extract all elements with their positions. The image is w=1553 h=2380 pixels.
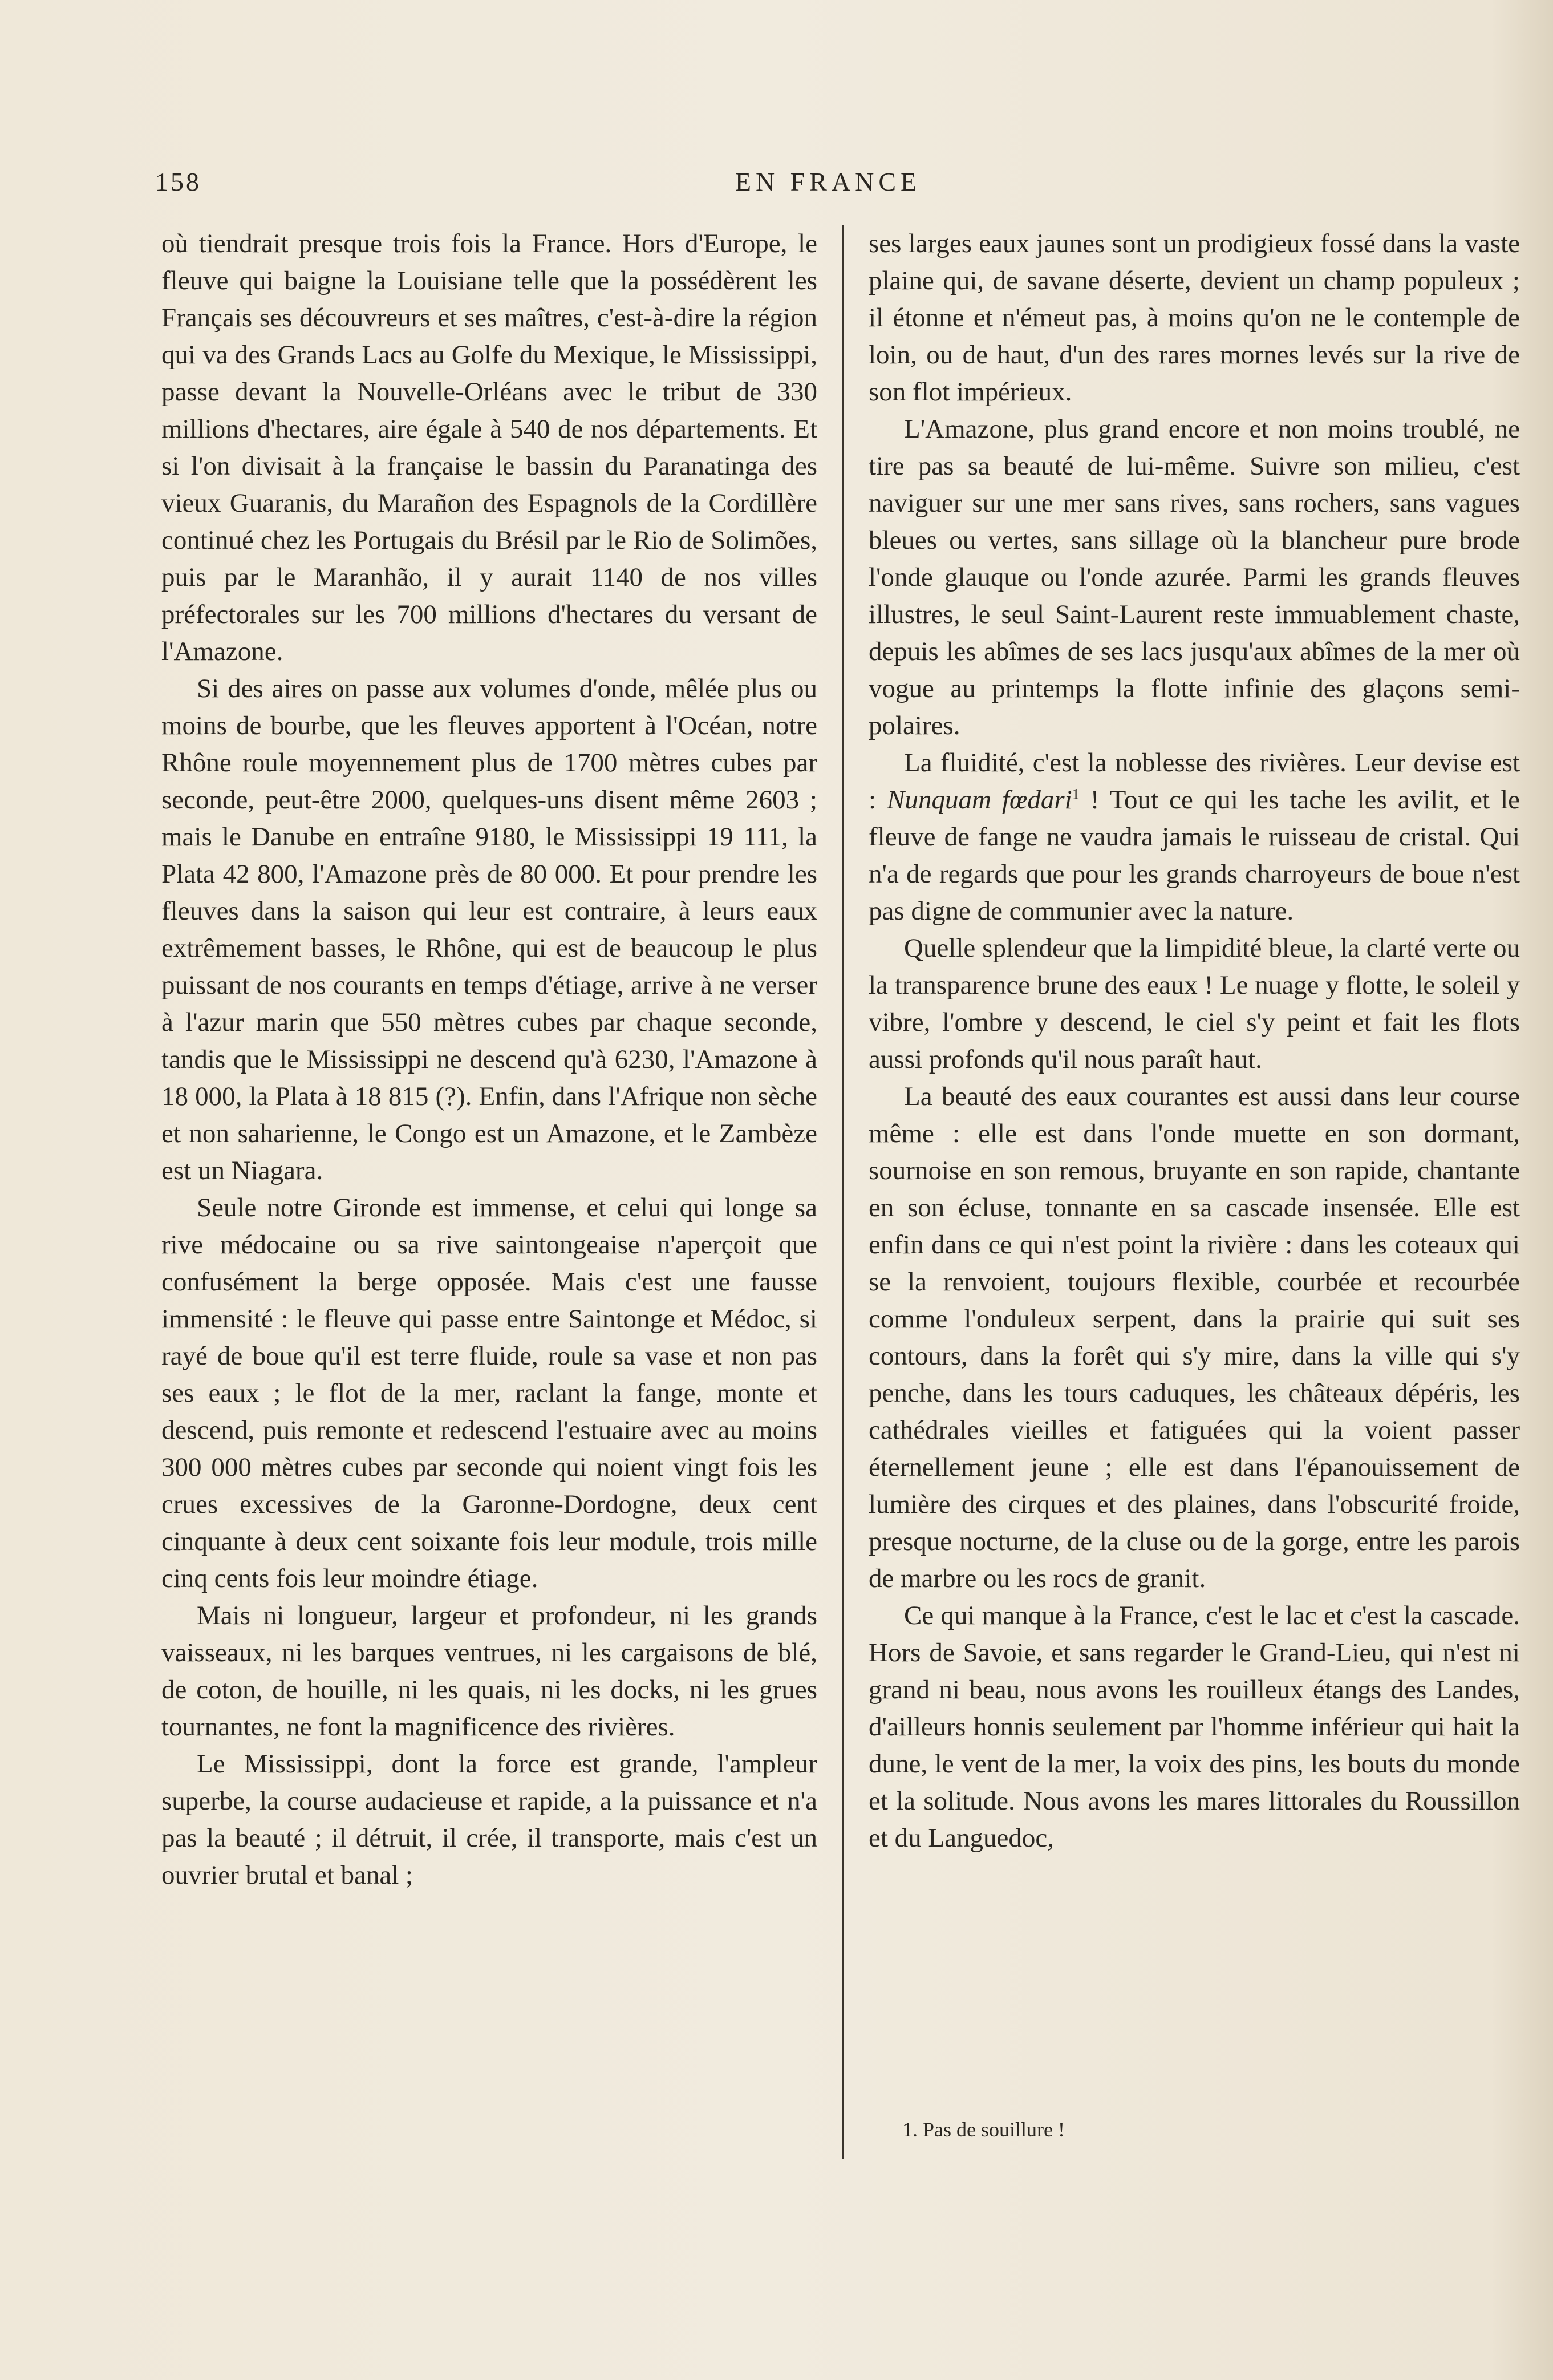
running-title: EN FRANCE xyxy=(735,167,922,196)
paragraph-text: La fluidité, c'est la noblesse des rivières. Leur devise est : xyxy=(869,748,1520,815)
paragraph: Si des aires on passe aux volumes d'onde, mêlée plus ou moins de bourbe, que les fleuves apportent à l'Océan, notre Rhône roule moyennement plus de 1700 mètres cubes par seconde, peut-être 2000, quelques-uns disent même 2603 ; mais le Danube en entraîne 9180, le Mississippi 19 111, la Plata 42 800, l'Amazone près de 80 000. Et pour prendre les fleuves dans la saison qui leur est contraire, à leurs eaux extrêmement basses, le Rhône, qui est de beaucoup le plus puissant de nos courants en temps d'étiage, arrive à ne verser à l'azur marin que 550 mètres cubes par chaque seconde, tandis que le Mississippi ne descend qu'à 6230, l'Amazone à 18 000, la Plata à 18 815 (?). Enfin, dans l'Afrique non sèche et non saharienne, le Congo est un Amazone, et le Zambèze est un Niagara. xyxy=(161,674,817,1185)
page-number: 158 xyxy=(155,167,201,196)
paragraph: L'Amazone, plus grand encore et non moins troublé, ne tire pas sa beauté de lui-même. Suivre son milieu, c'est naviguer sur une mer sans rives, sans rochers, sans vagues bleues ou vertes, sans sillage où la blancheur pure brode l'onde glauque ou l'onde azurée. Parmi les grands fleuves illustres, le seul Saint-Laurent reste immuablement chaste, depuis les abîmes de ses lacs jusqu'aux abîmes de la mer où vogue au printemps la flotte infinie des glaçons semi-polaires. xyxy=(869,414,1520,740)
paragraph-with-footnote xyxy=(869,744,1520,930)
paragraph: La beauté des eaux courantes est aussi dans leur course même : elle est dans l'onde muette en son dormant, sournoise en son remous, bruyante en son rapide, chantante en son écluse, tonnante en sa cascade insensée. Elle est enfin dans ce qui n'est point la rivière : dans les coteaux qui se la renvoient, toujours flexible, courbée et recourbée comme l'onduleux serpent, dans la prairie qui suit ses contours, dans la forêt qui s'y mire, dans la ville qui s'y penche, dans les tours caduques, les châteaux dépéris, les cathédrales vieilles et fatiguées qui la voient passer éternellement jeune ; elle est dans l'épanouissement de lumière des cirques et des plaines, dans l'obscurité froide, presque nocturne, de la cluse ou de la gorge, entre les parois de marbre ou les rocs de granit. xyxy=(869,1082,1520,1593)
paragraph: Seule notre Gironde est immense, et celui qui longe sa rive médocaine ou sa rive saintongeaise n'aperçoit que confusément la berge opposée. Mais c'est une fausse immensité : le fleuve qui passe entre Saintonge et Médoc, si rayé de boue qu'il est terre fluide, roule sa vase et non pas ses eaux ; le flot de la mer, raclant la fange, monte et descend, puis remonte et redescend l'estuaire avec au moins 300 000 mètres cubes par seconde qui noient vingt fois les crues excessives de la Garonne-Dordogne, deux cent cinquante à deux cent soixante fois leur module, trois mille cinq cents fois leur moindre étiage. xyxy=(161,1193,817,1593)
left-column xyxy=(161,225,817,1894)
footnote: 1. Pas de souillure ! xyxy=(902,2118,1065,2141)
footnote-mark: 1 xyxy=(1072,786,1080,803)
column-divider xyxy=(842,225,844,2159)
paragraph: Quelle splendeur que la limpidité bleue, la clarté verte ou la transparence brune des eaux ! Le nuage y flotte, le soleil y vibre, l'ombre y descend, le ciel s'y peint et fait les flots aussi profonds qu'il nous paraît haut. xyxy=(869,933,1520,1074)
paragraph: Ce qui manque à la France, c'est le lac et c'est la cascade. Hors de Savoie, et sans regarder le Grand-Lieu, qui n'est ni grand ni beau, nous avons les rouilleux étangs des Landes, d'ailleurs honnis seulement par l'homme inférieur qui hait la dune, le vent de la mer, la voix des pins, les bouts du monde et la solitude. Nous avons les mares littorales du Roussillon et du Languedoc, xyxy=(869,1601,1520,1853)
paragraph: ses larges eaux jaunes sont un prodigieux fossé dans la vaste plaine qui, de savane déserte, devient un champ populeux ; il étonne et n'émeut pas, à moins qu'on ne le contemple de loin, ou de haut, d'un des rares mornes levés sur la rive de son flot impérieux. xyxy=(869,229,1520,407)
page-header xyxy=(155,167,1501,207)
paragraph: Le Mississippi, dont la force est grande, l'ampleur superbe, la course audacieuse et rapide, a la puissance et n'a pas la beauté ; il détruit, il crée, il transporte, mais c'est un ouvrier brutal et banal ; xyxy=(161,1749,817,1890)
paragraph: Mais ni longueur, largeur et profondeur, ni les grands vaisseaux, ni les barques ventrues, ni les cargaisons de blé, de coton, de houille, ni les quais, ni les docks, ni les grues tournantes, ne font la magnificence des rivières. xyxy=(161,1601,817,1742)
paragraph: où tiendrait presque trois fois la France. Hors d'Europe, le fleuve qui baigne la Louisiane telle que la possédèrent les Français ses découvreurs et ses maîtres, c'est-à-dire la région qui va des Grands Lacs au Golfe du Mexique, le Mississippi, passe devant la Nouvelle-Orléans avec le tribut de 330 millions d'hectares, aire égale à 540 de nos départements. Et si l'on divisait à la française le bassin du Paranatinga des vieux Guaranis, du Marañon des Espagnols de la Cordillère continué chez les Portugais du Brésil par le Rio de Solimões, puis par le Maranhão, il y aurait 1140 de nos villes préfectorales sur les 700 millions d'hectares du versant de l'Amazone. xyxy=(161,229,817,666)
latin-motto: Nunquam fœdari xyxy=(887,785,1072,815)
right-column xyxy=(869,225,1520,1857)
paragraph-text: ! Tout ce qui les tache les avilit, et le fleuve de fange ne vaudra jamais le ruisseau de cristal. Qui n'a de regards que pour les grands charroyeurs de boue n'est pas digne de communier avec la nature. xyxy=(869,785,1520,926)
